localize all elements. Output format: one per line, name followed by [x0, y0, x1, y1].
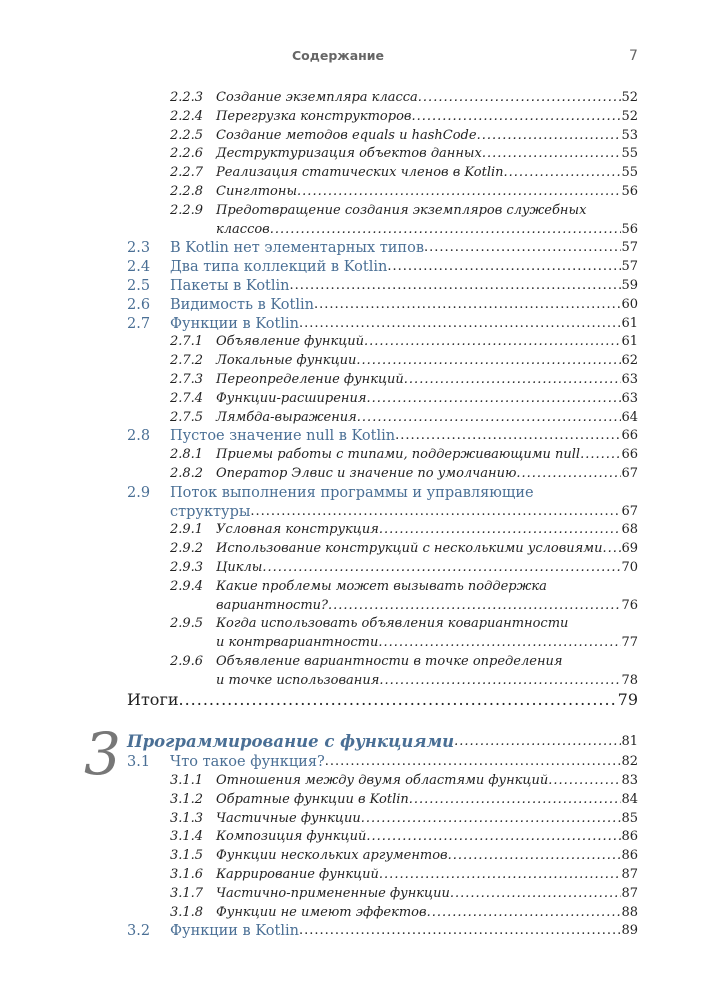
- toc-entry[interactable]: [0, 484, 702, 503]
- toc-entry[interactable]: [0, 922, 702, 941]
- entry-number: 3.1.2: [170, 791, 204, 807]
- entry-line: [216, 202, 638, 221]
- entry-page: 78: [621, 672, 638, 688]
- entry-number: 2.9.3: [170, 559, 204, 575]
- entry-page: 53: [621, 127, 638, 143]
- dot-leader: [411, 108, 621, 127]
- entry-number: 2.8.2: [170, 465, 204, 481]
- entry-number: 2.5: [127, 277, 151, 294]
- toc-entry[interactable]: [0, 164, 702, 183]
- toc-entry[interactable]: [0, 885, 702, 904]
- entry-title: Использование конструкций с несколькими условиями: [216, 541, 603, 557]
- entry-line: [170, 503, 638, 522]
- entry-page: 85: [621, 810, 638, 826]
- entry-line: [216, 540, 638, 559]
- dot-leader: [395, 427, 621, 446]
- entry-line: [216, 390, 638, 409]
- entry-page: 66: [621, 428, 638, 444]
- entry-line: [127, 691, 638, 710]
- toc-entry[interactable]: [0, 390, 702, 409]
- entry-line: [216, 183, 638, 202]
- toc-entry[interactable]: [0, 202, 702, 221]
- entry-number: 2.7.4: [170, 390, 204, 406]
- entry-line: [216, 409, 638, 428]
- entry-page: 67: [621, 465, 638, 481]
- toc-entry[interactable]: [0, 691, 702, 710]
- toc-entry[interactable]: [0, 847, 702, 866]
- entry-page: 89: [621, 923, 638, 939]
- dot-leader: [178, 691, 617, 710]
- entry-line: [170, 296, 638, 315]
- entry-line: [216, 847, 638, 866]
- entry-title: Композиция функций: [216, 829, 367, 845]
- dot-leader: [379, 521, 622, 540]
- entry-title: Когда использовать объявления ковариантности: [216, 616, 569, 632]
- entry-page: 69: [621, 541, 638, 557]
- entry-number: 2.9: [127, 484, 151, 501]
- entry-title: Функции нескольких аргументов: [216, 848, 448, 864]
- entry-number: 2.2.4: [170, 108, 204, 124]
- entry-title: Функции-расширения: [216, 390, 367, 406]
- toc-entry[interactable]: [0, 810, 702, 829]
- entry-page: 52: [621, 90, 638, 105]
- entry-title: В Kotlin нет элементарных типов: [170, 240, 424, 257]
- entry-page: 57: [621, 240, 638, 256]
- entry-line: [216, 333, 638, 352]
- entry-title: Функции в Kotlin: [170, 315, 299, 332]
- dot-leader: [290, 277, 622, 296]
- entry-line: [216, 465, 638, 484]
- dot-leader: [602, 540, 621, 559]
- dot-leader: [366, 390, 621, 409]
- entry-page: 86: [621, 848, 638, 864]
- entry-title-continuation: структуры: [170, 503, 251, 520]
- entry-title: Условная конструкция: [216, 522, 379, 538]
- entry-title: Частично-примененные функции: [216, 885, 450, 901]
- toc-entry[interactable]: [0, 772, 702, 791]
- toc-entry[interactable]: [0, 427, 702, 446]
- entry-number: 2.6: [127, 296, 151, 313]
- entry-number: 2.2.5: [170, 127, 204, 143]
- entry-line: [216, 810, 638, 829]
- entry-page: 81: [621, 734, 638, 750]
- entry-number: 3.1.3: [170, 810, 204, 826]
- entry-line: [216, 672, 638, 691]
- entry-line: [216, 615, 638, 634]
- entry-line: [216, 653, 638, 672]
- entry-page: 55: [621, 146, 638, 162]
- entry-page: 55: [621, 165, 638, 181]
- entry-title: Функции в Kotlin: [170, 923, 299, 940]
- toc-entry[interactable]: [0, 465, 702, 484]
- entry-number: 2.7.5: [170, 409, 204, 425]
- entry-page: 52: [621, 108, 638, 124]
- dot-leader: [424, 239, 621, 258]
- entry-page: 64: [621, 409, 638, 425]
- entry-line: [216, 108, 638, 127]
- dot-leader: [250, 503, 621, 522]
- toc-entry[interactable]: [0, 371, 702, 390]
- toc-entry[interactable]: [0, 753, 702, 772]
- dot-leader: [270, 221, 622, 240]
- entry-number: 2.7.2: [170, 353, 204, 369]
- dot-leader: [299, 315, 622, 334]
- entry-number: 3.1: [127, 754, 151, 771]
- entry-title: Переопределение функций: [216, 371, 404, 387]
- entry-line: [216, 904, 638, 923]
- entry-page: 61: [621, 334, 638, 350]
- entry-number: 2.7.3: [170, 371, 204, 387]
- entry-number: 2.9.1: [170, 522, 204, 538]
- dot-leader: [504, 164, 622, 183]
- entry-title: Предотвращение создания экземпляров служебных: [216, 202, 587, 218]
- entry-number: 2.8: [127, 428, 151, 445]
- entry-line: [170, 239, 638, 258]
- entry-number: 2.4: [127, 259, 151, 276]
- entry-line: [170, 922, 638, 941]
- entry-page: 76: [621, 597, 638, 613]
- entry-line: [216, 791, 638, 810]
- entry-title-continuation: вариантности?: [216, 597, 328, 613]
- dot-leader: [482, 145, 622, 164]
- entry-line: [216, 127, 638, 146]
- toc-entry[interactable]: [0, 615, 702, 634]
- dot-leader: [516, 465, 621, 484]
- entry-page: 66: [621, 447, 638, 463]
- entry-title-continuation: и контрвариантности: [216, 635, 379, 651]
- entry-page: 83: [621, 773, 638, 789]
- entry-line: [170, 258, 638, 277]
- entry-line: [170, 277, 638, 296]
- entry-number: 3.1.5: [170, 848, 204, 864]
- dot-leader: [404, 371, 622, 390]
- toc-entry[interactable]: [0, 540, 702, 559]
- toc-entry[interactable]: [0, 296, 702, 315]
- entry-line: [216, 828, 638, 847]
- entry-title: Программирование с функциями: [127, 732, 455, 752]
- entry-title: Что такое функция?: [170, 754, 325, 771]
- toc-entry[interactable]: [0, 258, 702, 277]
- entry-title: Оператор Элвис и значение по умолчанию: [216, 465, 517, 481]
- dot-leader: [450, 885, 622, 904]
- entry-number: 2.2.3: [170, 90, 204, 105]
- entry-title: Перегрузка конструкторов: [216, 108, 412, 124]
- toc-entry[interactable]: [0, 239, 702, 258]
- entry-page: 82: [621, 754, 638, 770]
- entry-line: [216, 772, 638, 791]
- dot-leader: [366, 828, 621, 847]
- entry-title: Каррирование функций: [216, 867, 379, 883]
- entry-title: Отношения между двумя областями функций: [216, 773, 549, 789]
- dot-leader: [448, 847, 622, 866]
- dot-leader: [262, 559, 621, 578]
- entry-page: 88: [621, 904, 638, 920]
- entry-page: 79: [617, 689, 638, 709]
- entry-line: [216, 597, 638, 616]
- dot-leader: [378, 634, 621, 653]
- entry-number: 2.7.1: [170, 334, 204, 350]
- dot-leader: [325, 753, 622, 772]
- toc-entry[interactable]: [0, 828, 702, 847]
- entry-number: 3.1.7: [170, 885, 204, 901]
- entry-number: 2.2.9: [170, 202, 204, 218]
- entry-title: Частичные функции: [216, 810, 361, 826]
- entry-number: 2.9.6: [170, 653, 204, 669]
- dot-leader: [580, 446, 621, 465]
- entry-title: Реализация статических членов в Kotlin: [216, 165, 504, 181]
- toc-entry[interactable]: [0, 277, 702, 296]
- entry-title: Лямбда-выражения: [216, 409, 357, 425]
- entry-page: 70: [621, 559, 638, 575]
- entry-line: [216, 521, 638, 540]
- entry-number: 3.2: [127, 923, 151, 940]
- entry-page: 56: [621, 221, 638, 237]
- entry-line: [170, 484, 638, 503]
- entry-title: Создание экземпляра класса: [216, 90, 418, 105]
- toc-entry[interactable]: [0, 559, 702, 578]
- entry-page: 56: [621, 183, 638, 199]
- dot-leader: [357, 409, 622, 428]
- entry-line: [170, 315, 638, 334]
- entry-number: 2.2.8: [170, 183, 204, 199]
- entry-line: [216, 866, 638, 885]
- entry-title: Локальные функции: [216, 353, 357, 369]
- toc-entry-continuation: [0, 634, 702, 653]
- toc-entry-continuation: [0, 221, 702, 240]
- dot-leader: [409, 791, 622, 810]
- entry-line: [216, 885, 638, 904]
- page-number: 7: [629, 48, 638, 64]
- entry-line: [170, 753, 638, 772]
- dot-leader: [548, 772, 621, 791]
- entry-line: [216, 634, 638, 653]
- entry-page: 77: [621, 635, 638, 651]
- entry-number: 2.9.4: [170, 578, 204, 594]
- entry-title-continuation: классов: [216, 221, 270, 237]
- dot-leader: [387, 258, 621, 277]
- entry-line: [216, 352, 638, 371]
- dot-leader: [427, 904, 622, 923]
- entry-page: 63: [621, 371, 638, 387]
- toc-entry[interactable]: [0, 904, 702, 923]
- entry-line: [216, 578, 638, 597]
- entry-title: Какие проблемы может вызывать поддержка: [216, 578, 547, 594]
- entry-number: 2.9.5: [170, 616, 204, 632]
- dot-leader: [364, 333, 621, 352]
- entry-page: 61: [621, 315, 638, 331]
- entry-number: 2.2.7: [170, 165, 204, 181]
- toc-entry-continuation: [0, 597, 702, 616]
- toc-entry-continuation: [0, 503, 702, 522]
- entry-page: 84: [621, 791, 638, 807]
- entry-title: Обратные функции в Kotlin: [216, 791, 409, 807]
- entry-page: 86: [621, 829, 638, 845]
- toc-entry[interactable]: [0, 108, 702, 127]
- toc-entry[interactable]: [0, 791, 702, 810]
- toc-entry-continuation: [0, 672, 702, 691]
- entry-title: Создание методов equals и hashCode: [216, 127, 477, 143]
- toc-entry[interactable]: [0, 866, 702, 885]
- dot-leader: [314, 296, 622, 315]
- entry-number: 2.2.6: [170, 146, 204, 162]
- entry-title: Функции не имеют эффектов: [216, 904, 427, 920]
- dot-leader: [418, 89, 622, 108]
- entry-title: Итоги: [127, 689, 179, 709]
- toc-entry[interactable]: [0, 127, 702, 146]
- entry-title: Синглтоны: [216, 183, 298, 199]
- entry-title: Циклы: [216, 559, 263, 575]
- dot-leader: [356, 352, 621, 371]
- table-of-contents: [0, 89, 702, 941]
- toc-entry[interactable]: [0, 446, 702, 465]
- entry-title: Два типа коллекций в Kotlin: [170, 259, 388, 276]
- toc-entry[interactable]: [0, 145, 702, 164]
- entry-number: 3.1.6: [170, 867, 204, 883]
- entry-number: 3.1.8: [170, 904, 204, 920]
- entry-title: Объявление функций: [216, 334, 365, 350]
- entry-page: 62: [621, 353, 638, 369]
- toc-entry[interactable]: [0, 315, 702, 334]
- toc-entry[interactable]: [0, 183, 702, 202]
- entry-title: Пакеты в Kotlin: [170, 277, 290, 294]
- dot-leader: [297, 183, 621, 202]
- toc-entry[interactable]: [0, 333, 702, 352]
- toc-entry[interactable]: [0, 578, 702, 597]
- dot-leader: [379, 672, 621, 691]
- entry-line: [170, 427, 638, 446]
- entry-page: 87: [621, 885, 638, 901]
- entry-page: 68: [621, 522, 638, 538]
- entry-page: 63: [621, 390, 638, 406]
- dot-leader: [328, 597, 621, 616]
- entry-title: Пустое значение null в Kotlin: [170, 428, 396, 445]
- entry-line: [216, 371, 638, 390]
- toc-entry[interactable]: [0, 409, 702, 428]
- entry-page: 57: [621, 259, 638, 275]
- entry-number: 2.9.2: [170, 541, 204, 557]
- toc-entry[interactable]: [0, 653, 702, 672]
- toc-entry[interactable]: [0, 89, 702, 108]
- entry-line: [216, 446, 638, 465]
- running-title: Содержание: [292, 48, 385, 63]
- dot-leader: [299, 922, 622, 941]
- entry-title-continuation: и точке использования: [216, 672, 380, 688]
- chapter-number: 3: [84, 720, 121, 789]
- entry-line: [127, 731, 638, 753]
- entry-page: 87: [621, 867, 638, 883]
- entry-number: 3.1.1: [170, 773, 204, 789]
- entry-title: Объявление вариантности в точке определения: [216, 653, 563, 669]
- entry-title: Приемы работы с типами, поддерживающими null: [216, 447, 581, 463]
- entry-page: 60: [621, 296, 638, 312]
- entry-line: [216, 559, 638, 578]
- dot-leader: [361, 810, 622, 829]
- entry-number: 3.1.4: [170, 829, 204, 845]
- toc-entry[interactable]: [0, 352, 702, 371]
- entry-title: Видимость в Kotlin: [170, 296, 314, 313]
- entry-line: [216, 164, 638, 183]
- entry-title: Деструктуризация объектов данных: [216, 146, 482, 162]
- entry-line: [216, 221, 638, 240]
- entry-page: 67: [621, 503, 638, 519]
- entry-title: Поток выполнения программы и управляющие: [170, 484, 534, 501]
- entry-page: 59: [621, 277, 638, 293]
- dot-leader: [454, 731, 621, 753]
- entry-number: 2.3: [127, 240, 151, 257]
- entry-number: 2.7: [127, 315, 151, 332]
- dot-leader: [379, 866, 622, 885]
- entry-line: [216, 89, 638, 108]
- dot-leader: [477, 127, 622, 146]
- entry-line: [216, 145, 638, 164]
- entry-number: 2.8.1: [170, 447, 204, 463]
- toc-entry[interactable]: [0, 521, 702, 540]
